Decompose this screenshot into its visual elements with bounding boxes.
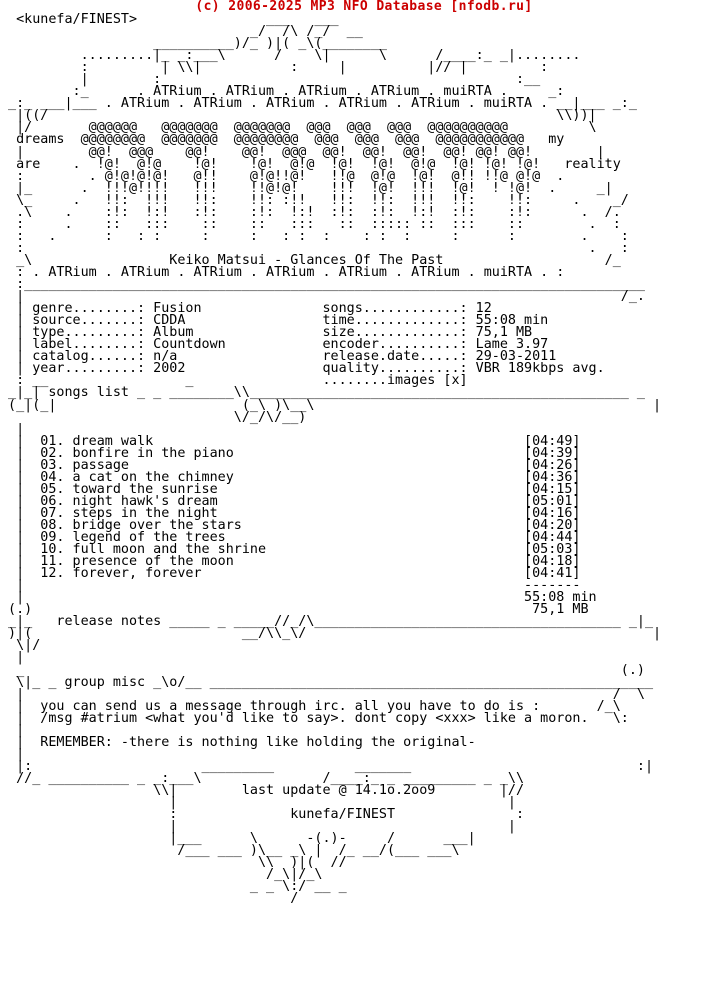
nfo-line: .........|_ _:___\ / \| \ /____:_ _|........ [0,48,581,64]
nfo-line: | genre........: Fusion songs............: 12 [0,301,492,317]
nfo-line: :_____________________________________________________________________________ [0,277,645,293]
nfo-line: .\ . :!: !:! :!: :!: !:! :!: :!: !:! :!: :!: . /. [0,204,621,220]
nfo-line: __________)/_ )|( _\(________ [0,36,387,52]
nfo-line: | 03. passage [04:26] [0,457,581,473]
nfo-line: _|_| songs list _ _ ________\\_______________________________________________ _ [0,385,645,401]
nfo-line: | label........: Countdown encoder..........: Lame 3.97 [0,337,549,353]
nfo-line: <kunefa/FINEST> ___ ___ [0,12,339,27]
nfo-line: \/_/\/__) [0,409,307,425]
nfo-line: : | \\| : | |// | : [0,60,549,76]
nfo-line: )|( __/\\_\/ | [0,626,662,642]
nfo-line: | [0,421,25,437]
nfo-line: : . : [0,240,629,256]
nfo-line: |: _________ _______ :| [0,758,654,774]
nfo-line: | [0,722,25,738]
nfo-line: | source.......: CDDA time.............: 55:08 min [0,313,549,329]
nfo-line: | 10. full moon and the shrine [05:03] [0,542,581,558]
nfo-line: | 55:08 min [0,590,597,606]
nfo-line: (.) 75,1 MB [0,602,589,618]
nfo-line: _|_ release notes _____ _ _____//_/\______________________________________ _|_ [0,614,654,630]
nfo-line: |/ @@@@@@ @@@@@@@ @@@@@@@ @@@ @@@ @@@ @@@@@@@@@@ \ [0,120,597,136]
nfo-line: are . !@! @!@ !@! !@! @!@ !@! !@! @!@ !@! !@! !@! reality [0,156,621,172]
nfo-line: |((/ \\))| [0,108,597,124]
nfo-line: : . @!@!@!@! @!! @!@!!@! !!@ @!@ !@! @!! !!@ @!@ . [0,168,565,184]
nfo-line: |_ . !!!@!!!! !!! !!@!@! !!! !@! !!! !@! ! !@! . _| [0,180,613,196]
nfo-line: _/ /\ /_/ __ [0,24,363,40]
nfo-line: | @@! @@@ @@! @@! @@@ @@! @@! @@! @@! @@! @@! | [0,144,605,160]
nfo-line: | 09. legend of the trees [04:44] [0,530,581,546]
nfo-line: : kunefa/FINEST : [0,807,525,823]
nfo-line: | 11. presence of the moon [04:18] [0,554,581,570]
nfo-line: | [0,746,25,762]
nfo-line: | year.........: 2002 quality..........: VBR 189kbps avg. [0,361,605,377]
nfo-line: | | [0,795,516,811]
nfo-line: _\ Keiko Matsui - Glances Of The Past /_ [0,252,621,268]
nfo-line: | / \ [0,686,645,702]
site-copyright-header: (c) 2006-2025 MP3 NFO Database [nfodb.ru] [195,0,533,14]
nfo-line: \|/ [0,638,41,654]
nfo-line: _ _ \:/ __ _ [0,879,347,895]
nfo-line: | : :__ [0,72,541,88]
nfo-line: \\ )|( // [0,855,347,871]
nfo-line: | 08. bridge over the stars [04:20] [0,517,581,533]
nfo-line: //_ __________ _ _:___\ /____:_ _ _________ _ _\\ [0,770,525,786]
nfo-line: : . : : : : : : : : : : : : : . : [0,228,629,244]
nfo-line: | [0,650,25,666]
nfo-line: | 07. steps in the night [04:16] [0,505,581,521]
nfo-line: | catalog......: n/a release.date.....: 29-03-2011 [0,349,557,365]
nfo-line: | 02. bonfire in the piano [04:39] [0,445,581,461]
nfo-line: | /_. [0,289,645,305]
nfo-line: \|_ _ group misc _\o/__ _______________________________________________________ [0,674,654,690]
nfo-line: : __ _ ........images [x] [0,373,468,389]
nfo-line: | 06. night hawk's dream [05:01] [0,493,581,509]
nfo-line: | 05. toward the sunrise [04:15] [0,481,581,497]
nfo-line: \\| last update @ 14.1o.2oo9 |// [0,783,525,798]
nfo-ascii-document [0,14,661,905]
nfo-line: (_|(_| (_\ )\__\ | [0,397,662,413]
nfo-line: | type.........: Album size.............: 75,1 MB [0,325,533,341]
nfo-line: /_\|/_\ [0,867,323,883]
nfo-line: | 12. forever, forever [04:41] [0,566,581,582]
nfo-line: /___ ___ )\__ _\ | /_ __/(___ ___\ [0,843,460,859]
nfo-line: _ (.) [0,662,645,678]
nfo-line: :_ . ATRium . ATRium . ATRium . ATRium . muiRTA . _: [0,84,565,100]
nfo-line: _:_ ___|___ . ATRium . ATRium . ATRium . ATRium . ATRium . muiRTA . __|___ _:_ [0,96,637,112]
nfo-line: : . ATRium . ATRium . ATRium . ATRium . ATRium . ATRium . muiRTA . : [0,264,565,280]
nfo-line: | | [0,819,516,835]
nfo-line: \_ . !!: !!! !!: !!: :!! !!: !!: !!! !!: !!: . _/ [0,192,629,208]
nfo-line: | REMEMBER: -there is nothing like holding the original- [0,734,476,750]
nfo-line: |___ \ -(.)- / ___| [0,831,476,847]
nfo-line: | 04. a cat on the chimney [04:36] [0,469,581,485]
nfo-line: | ------- [0,578,581,594]
nfo-line: / [0,891,299,907]
nfo-line: dreams @@@@@@@@ @@@@@@@ @@@@@@@@ @@@ @@@ @@@ @@@@@@@@@@@ my [0,132,565,148]
nfo-line: | /msg #atrium <what you'd like to say>. dont copy <xxx> like a moron. \: [0,710,629,726]
nfo-line: | 01. dream walk [04:49] [0,433,581,449]
nfo-line: : . :: ::: :: :: ::: :: ::::: :: ::: :: . : [0,216,621,232]
nfo-line: | you can send us a message through irc. all you have to do is : /_\ [0,698,621,714]
